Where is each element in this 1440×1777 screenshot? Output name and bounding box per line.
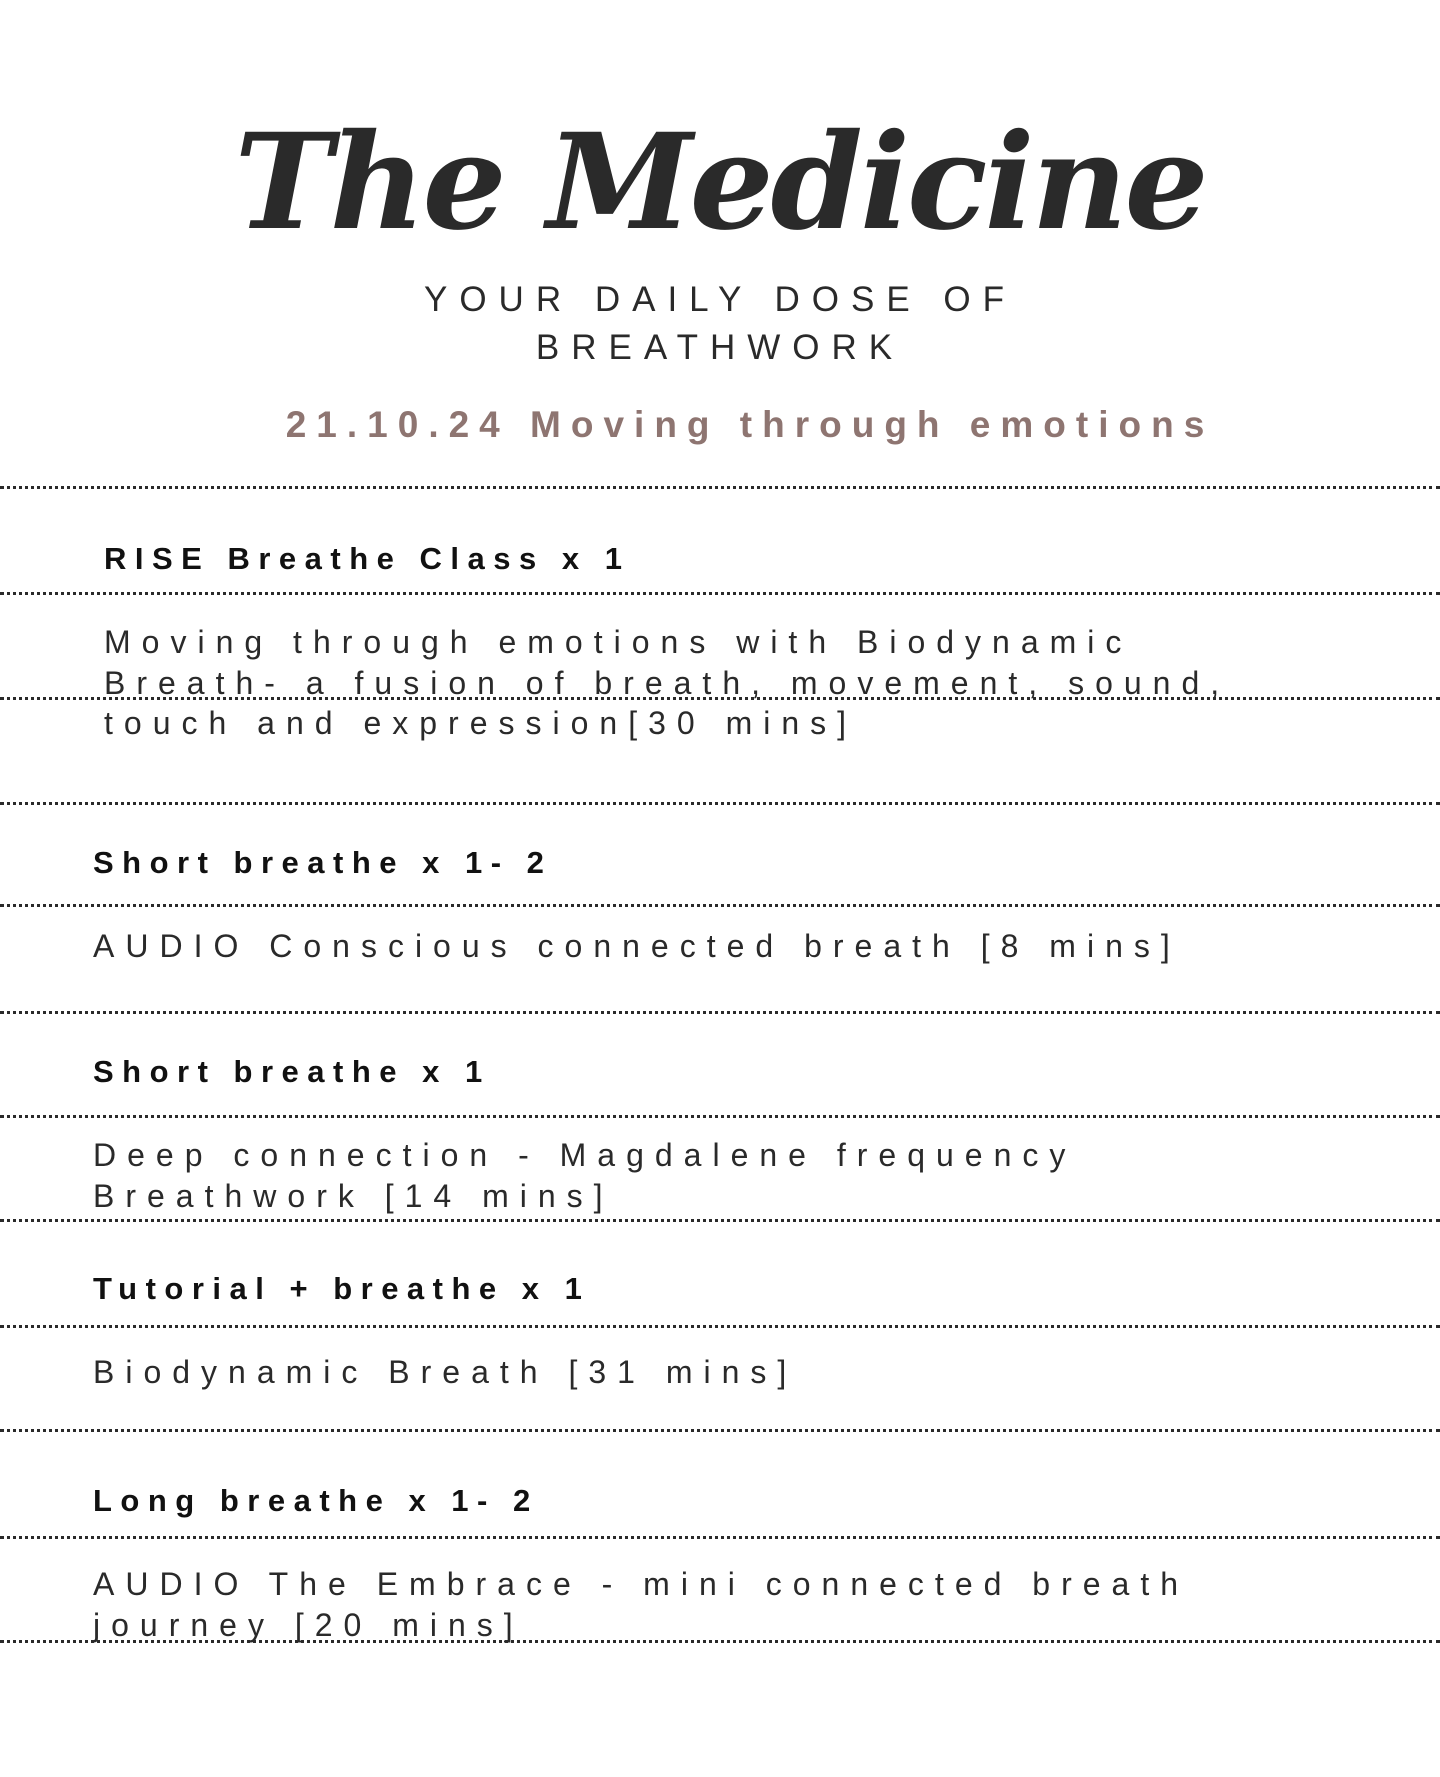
description-line: journey [20 mins] <box>93 1606 524 1643</box>
divider <box>0 1325 1440 1328</box>
description-line: Breathwork [14 mins] <box>93 1177 614 1214</box>
description-line: Moving through emotions with Biodynamic <box>104 624 1133 660</box>
session-description <box>93 926 1181 967</box>
divider <box>0 1115 1440 1118</box>
description-line: AUDIO The Embrace - mini connected breath <box>93 1566 1190 1602</box>
session-heading: Short breathe x 1 <box>93 1054 491 1089</box>
divider <box>0 1536 1440 1539</box>
page-subtitle <box>395 276 1045 372</box>
description-line: Biodynamic Breath [31 mins] <box>93 1354 798 1390</box>
session-description <box>93 1352 797 1393</box>
session-heading: RISE Breathe Class x 1 <box>104 541 631 576</box>
session-description <box>104 622 1230 744</box>
page-title: The Medicine <box>234 105 1206 260</box>
session-heading: Tutorial + breathe x 1 <box>93 1271 591 1306</box>
subtitle-line-2: BREATHWORK <box>535 328 905 367</box>
divider <box>0 904 1440 907</box>
divider <box>0 592 1440 595</box>
description-line: Deep connection - Magdalene frequency <box>93 1137 1077 1173</box>
description-line: Breath- a fusion of breath, movement, sound, <box>104 664 1231 701</box>
description-line: touch and expression[30 mins] <box>104 705 858 741</box>
session-heading: Long breathe x 1- 2 <box>93 1483 539 1518</box>
divider <box>0 802 1440 805</box>
divider <box>0 486 1440 489</box>
description-line: AUDIO Conscious connected breath [8 mins] <box>93 928 1181 964</box>
session-description <box>93 1564 1189 1645</box>
divider <box>0 1429 1440 1432</box>
divider <box>0 1011 1440 1014</box>
subtitle-line-1: YOUR DAILY DOSE OF <box>423 280 1016 319</box>
session-description <box>93 1135 1076 1216</box>
date-heading: 21.10.24 Moving through emotions <box>285 404 1215 445</box>
divider <box>0 1219 1440 1222</box>
session-heading: Short breathe x 1- 2 <box>93 845 553 880</box>
